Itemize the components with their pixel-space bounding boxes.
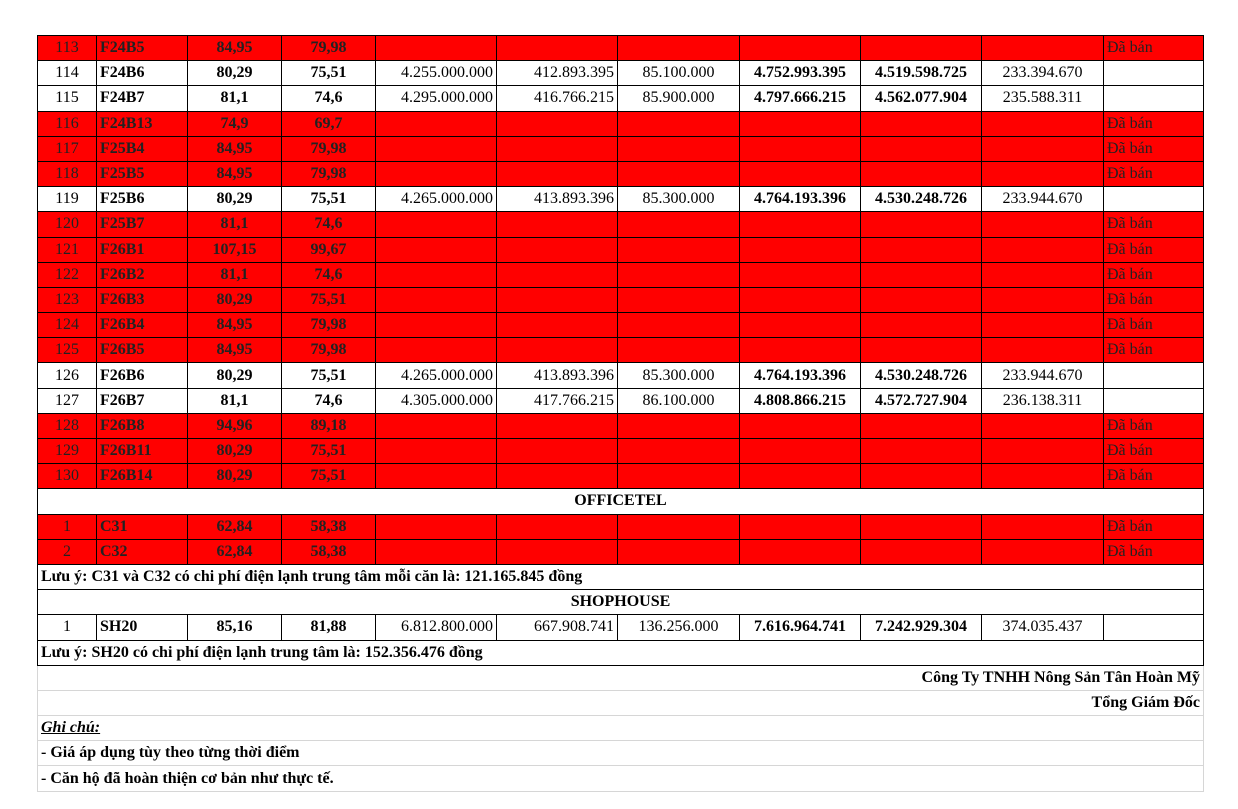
notes-heading: Ghi chú:: [38, 716, 1204, 741]
table-row: [38, 86, 1204, 111]
net-area-cell: 89,18: [282, 413, 376, 438]
table-row: [38, 187, 1204, 212]
company-name: Công Ty TNHH Nông Sản Tân Hoàn Mỹ: [38, 665, 1204, 690]
vat-cell: [497, 338, 618, 363]
discounted-price-cell: [861, 237, 982, 262]
base-price-cell: [376, 136, 497, 161]
status-cell: [1104, 187, 1204, 212]
discount-amount-cell: [982, 413, 1104, 438]
maintenance-fee-cell: [618, 539, 740, 564]
discounted-price-cell: [861, 539, 982, 564]
discounted-price-cell: [861, 262, 982, 287]
status-cell: Đã bán: [1104, 161, 1204, 186]
base-price-cell: [376, 212, 497, 237]
gross-area-cell: 80,29: [188, 287, 282, 312]
base-price-cell: [376, 262, 497, 287]
discounted-price-cell: [861, 111, 982, 136]
vat-cell: [497, 439, 618, 464]
discounted-price-cell: [861, 36, 982, 61]
net-area-cell: 79,98: [282, 313, 376, 338]
gross-area-cell: 62,84: [188, 539, 282, 564]
vat-cell: [497, 514, 618, 539]
signatory-title: Tổng Giám Đốc: [38, 690, 1204, 715]
net-area-cell: 75,51: [282, 61, 376, 86]
total-price-cell: 4.752.993.395: [740, 61, 861, 86]
total-price-cell: [740, 212, 861, 237]
status-cell: [1104, 86, 1204, 111]
row-number-cell: 120: [38, 212, 97, 237]
total-price-cell: [740, 111, 861, 136]
net-area-cell: 75,51: [282, 464, 376, 489]
discounted-price-cell: 4.530.248.726: [861, 187, 982, 212]
discount-amount-cell: [982, 439, 1104, 464]
vat-cell: 413.893.396: [497, 363, 618, 388]
gross-area-cell: 84,95: [188, 338, 282, 363]
vat-cell: [497, 313, 618, 338]
unit-code-cell: F24B5: [97, 36, 188, 61]
net-area-cell: 74,6: [282, 262, 376, 287]
vat-cell: 412.893.395: [497, 61, 618, 86]
unit-code-cell: F24B13: [97, 111, 188, 136]
total-price-cell: [740, 287, 861, 312]
discount-amount-cell: [982, 36, 1104, 61]
total-price-cell: [740, 237, 861, 262]
total-price-cell: 4.797.666.215: [740, 86, 861, 111]
note-line-row: [38, 741, 1204, 766]
vat-cell: [497, 539, 618, 564]
unit-code-cell: F25B5: [97, 161, 188, 186]
net-area-cell: 75,51: [282, 287, 376, 312]
net-area-cell: 81,88: [282, 615, 376, 640]
status-cell: [1104, 61, 1204, 86]
vat-cell: [497, 36, 618, 61]
table-row: [38, 212, 1204, 237]
status-cell: Đã bán: [1104, 514, 1204, 539]
discounted-price-cell: 7.242.929.304: [861, 615, 982, 640]
company-name-row: [38, 665, 1204, 690]
base-price-cell: 4.305.000.000: [376, 388, 497, 413]
base-price-cell: 4.295.000.000: [376, 86, 497, 111]
row-number-cell: 115: [38, 86, 97, 111]
unit-code-cell: F25B7: [97, 212, 188, 237]
discount-amount-cell: 233.394.670: [982, 61, 1104, 86]
shophouse-section-title: SHOPHOUSE: [38, 590, 1204, 615]
table-row: [38, 313, 1204, 338]
maintenance-fee-cell: [618, 262, 740, 287]
row-number-cell: 114: [38, 61, 97, 86]
table-row: [38, 539, 1204, 564]
discounted-price-cell: [861, 464, 982, 489]
status-cell: Đã bán: [1104, 287, 1204, 312]
price-list-table: [37, 35, 1204, 792]
discounted-price-cell: 4.519.598.725: [861, 61, 982, 86]
maintenance-fee-cell: 85.100.000: [618, 61, 740, 86]
net-area-cell: 75,51: [282, 363, 376, 388]
total-price-cell: [740, 136, 861, 161]
row-number-cell: 2: [38, 539, 97, 564]
total-price-cell: [740, 36, 861, 61]
total-price-cell: 4.764.193.396: [740, 187, 861, 212]
base-price-cell: 4.265.000.000: [376, 187, 497, 212]
discounted-price-cell: [861, 514, 982, 539]
maintenance-fee-cell: [618, 212, 740, 237]
officetel-section-title-row: [38, 489, 1204, 514]
total-price-cell: [740, 514, 861, 539]
base-price-cell: 6.812.800.000: [376, 615, 497, 640]
row-number-cell: 113: [38, 36, 97, 61]
table-row: [38, 36, 1204, 61]
discount-amount-cell: [982, 464, 1104, 489]
base-price-cell: [376, 413, 497, 438]
row-number-cell: 130: [38, 464, 97, 489]
row-number-cell: 129: [38, 439, 97, 464]
base-price-cell: [376, 237, 497, 262]
row-number-cell: 116: [38, 111, 97, 136]
unit-code-cell: F26B3: [97, 287, 188, 312]
discount-amount-cell: [982, 237, 1104, 262]
row-number-cell: 128: [38, 413, 97, 438]
maintenance-fee-cell: [618, 514, 740, 539]
table-row: [38, 439, 1204, 464]
maintenance-fee-cell: [618, 338, 740, 363]
unit-code-cell: C31: [97, 514, 188, 539]
net-area-cell: 75,51: [282, 439, 376, 464]
base-price-cell: [376, 313, 497, 338]
table-row: [38, 161, 1204, 186]
gross-area-cell: 81,1: [188, 86, 282, 111]
net-area-cell: 74,6: [282, 388, 376, 413]
discounted-price-cell: [861, 136, 982, 161]
discounted-price-cell: [861, 313, 982, 338]
base-price-cell: [376, 36, 497, 61]
maintenance-fee-cell: [618, 439, 740, 464]
status-cell: Đã bán: [1104, 36, 1204, 61]
status-cell: Đã bán: [1104, 338, 1204, 363]
gross-area-cell: 85,16: [188, 615, 282, 640]
gross-area-cell: 81,1: [188, 262, 282, 287]
discount-amount-cell: 235.588.311: [982, 86, 1104, 111]
unit-code-cell: F26B14: [97, 464, 188, 489]
discount-amount-cell: [982, 161, 1104, 186]
vat-cell: 413.893.396: [497, 187, 618, 212]
status-cell: Đã bán: [1104, 413, 1204, 438]
maintenance-fee-cell: [618, 161, 740, 186]
unit-code-cell: F26B2: [97, 262, 188, 287]
note-line-row: [38, 766, 1204, 791]
discount-amount-cell: [982, 539, 1104, 564]
discount-amount-cell: 236.138.311: [982, 388, 1104, 413]
discount-amount-cell: [982, 287, 1104, 312]
net-area-cell: 58,38: [282, 539, 376, 564]
status-cell: Đã bán: [1104, 262, 1204, 287]
gross-area-cell: 107,15: [188, 237, 282, 262]
total-price-cell: [740, 313, 861, 338]
table-row: [38, 111, 1204, 136]
maintenance-fee-cell: [618, 313, 740, 338]
note-line: - Căn hộ đã hoàn thiện cơ bản như thực tế.: [38, 766, 1204, 791]
net-area-cell: 74,6: [282, 212, 376, 237]
net-area-cell: 99,67: [282, 237, 376, 262]
unit-code-cell: F26B4: [97, 313, 188, 338]
maintenance-fee-cell: [618, 464, 740, 489]
status-cell: Đã bán: [1104, 237, 1204, 262]
row-number-cell: 1: [38, 514, 97, 539]
row-number-cell: 122: [38, 262, 97, 287]
table-row: [38, 338, 1204, 363]
table-row: [38, 514, 1204, 539]
maintenance-fee-cell: [618, 136, 740, 161]
net-area-cell: 79,98: [282, 161, 376, 186]
net-area-cell: 58,38: [282, 514, 376, 539]
discount-amount-cell: [982, 136, 1104, 161]
discount-amount-cell: [982, 338, 1104, 363]
shophouse-note-row: [38, 640, 1204, 665]
discount-amount-cell: [982, 262, 1104, 287]
unit-code-cell: F24B6: [97, 61, 188, 86]
discount-amount-cell: [982, 111, 1104, 136]
discounted-price-cell: 4.572.727.904: [861, 388, 982, 413]
gross-area-cell: 94,96: [188, 413, 282, 438]
vat-cell: 417.766.215: [497, 388, 618, 413]
discounted-price-cell: 4.530.248.726: [861, 363, 982, 388]
maintenance-fee-cell: 85.300.000: [618, 187, 740, 212]
discounted-price-cell: [861, 212, 982, 237]
row-number-cell: 1: [38, 615, 97, 640]
gross-area-cell: 80,29: [188, 439, 282, 464]
discount-amount-cell: [982, 212, 1104, 237]
table-row: [38, 413, 1204, 438]
status-cell: Đã bán: [1104, 313, 1204, 338]
row-number-cell: 121: [38, 237, 97, 262]
maintenance-fee-cell: [618, 413, 740, 438]
discount-amount-cell: 233.944.670: [982, 187, 1104, 212]
total-price-cell: [740, 161, 861, 186]
discounted-price-cell: [861, 439, 982, 464]
discounted-price-cell: 4.562.077.904: [861, 86, 982, 111]
officetel-note: Lưu ý: C31 và C32 có chi phí điện lạnh trung tâm mỗi căn là: 121.165.845 đồng: [38, 564, 1204, 589]
gross-area-cell: 81,1: [188, 388, 282, 413]
row-number-cell: 118: [38, 161, 97, 186]
unit-code-cell: F25B6: [97, 187, 188, 212]
unit-code-cell: F26B8: [97, 413, 188, 438]
status-cell: Đã bán: [1104, 111, 1204, 136]
signatory-title-row: [38, 690, 1204, 715]
vat-cell: [497, 262, 618, 287]
base-price-cell: [376, 111, 497, 136]
vat-cell: [497, 161, 618, 186]
base-price-cell: 4.265.000.000: [376, 363, 497, 388]
total-price-cell: [740, 464, 861, 489]
discounted-price-cell: [861, 413, 982, 438]
officetel-note-row: [38, 564, 1204, 589]
maintenance-fee-cell: [618, 111, 740, 136]
vat-cell: [497, 413, 618, 438]
unit-code-cell: F26B11: [97, 439, 188, 464]
notes-heading-row: [38, 716, 1204, 741]
shophouse-section-title-row: [38, 590, 1204, 615]
net-area-cell: 79,98: [282, 36, 376, 61]
gross-area-cell: 81,1: [188, 212, 282, 237]
maintenance-fee-cell: 85.300.000: [618, 363, 740, 388]
row-number-cell: 125: [38, 338, 97, 363]
total-price-cell: [740, 262, 861, 287]
table-row: [38, 61, 1204, 86]
discounted-price-cell: [861, 161, 982, 186]
table-row: [38, 464, 1204, 489]
unit-code-cell: F24B7: [97, 86, 188, 111]
row-number-cell: 119: [38, 187, 97, 212]
row-number-cell: 127: [38, 388, 97, 413]
total-price-cell: 7.616.964.741: [740, 615, 861, 640]
base-price-cell: [376, 287, 497, 312]
gross-area-cell: 84,95: [188, 36, 282, 61]
maintenance-fee-cell: 85.900.000: [618, 86, 740, 111]
net-area-cell: 79,98: [282, 136, 376, 161]
vat-cell: [497, 111, 618, 136]
vat-cell: [497, 287, 618, 312]
table-row: [38, 262, 1204, 287]
note-line: - Giá áp dụng tùy theo từng thời điểm: [38, 741, 1204, 766]
base-price-cell: [376, 338, 497, 363]
base-price-cell: [376, 161, 497, 186]
vat-cell: [497, 237, 618, 262]
row-number-cell: 126: [38, 363, 97, 388]
maintenance-fee-cell: 136.256.000: [618, 615, 740, 640]
maintenance-fee-cell: [618, 36, 740, 61]
table-row: [38, 237, 1204, 262]
status-cell: Đã bán: [1104, 464, 1204, 489]
officetel-section-title: OFFICETEL: [38, 489, 1204, 514]
row-number-cell: 123: [38, 287, 97, 312]
discounted-price-cell: [861, 338, 982, 363]
status-cell: [1104, 363, 1204, 388]
unit-code-cell: F26B5: [97, 338, 188, 363]
base-price-cell: 4.255.000.000: [376, 61, 497, 86]
net-area-cell: 74,6: [282, 86, 376, 111]
vat-cell: 416.766.215: [497, 86, 618, 111]
status-cell: [1104, 615, 1204, 640]
base-price-cell: [376, 539, 497, 564]
row-number-cell: 124: [38, 313, 97, 338]
discount-amount-cell: [982, 313, 1104, 338]
net-area-cell: 69,7: [282, 111, 376, 136]
status-cell: Đã bán: [1104, 136, 1204, 161]
table-row: [38, 388, 1204, 413]
status-cell: Đã bán: [1104, 212, 1204, 237]
status-cell: Đã bán: [1104, 439, 1204, 464]
status-cell: [1104, 388, 1204, 413]
unit-code-cell: C32: [97, 539, 188, 564]
shophouse-note: Lưu ý: SH20 có chi phí điện lạnh trung tâm là: 152.356.476 đồng: [38, 640, 1204, 665]
discounted-price-cell: [861, 287, 982, 312]
gross-area-cell: 80,29: [188, 464, 282, 489]
vat-cell: [497, 212, 618, 237]
gross-area-cell: 80,29: [188, 187, 282, 212]
maintenance-fee-cell: [618, 237, 740, 262]
row-number-cell: 117: [38, 136, 97, 161]
discount-amount-cell: 233.944.670: [982, 363, 1104, 388]
status-cell: Đã bán: [1104, 539, 1204, 564]
gross-area-cell: 80,29: [188, 61, 282, 86]
base-price-cell: [376, 439, 497, 464]
gross-area-cell: 62,84: [188, 514, 282, 539]
table-row: [38, 615, 1204, 640]
vat-cell: [497, 464, 618, 489]
gross-area-cell: 84,95: [188, 136, 282, 161]
maintenance-fee-cell: 86.100.000: [618, 388, 740, 413]
unit-code-cell: F26B7: [97, 388, 188, 413]
unit-code-cell: F26B1: [97, 237, 188, 262]
unit-code-cell: F26B6: [97, 363, 188, 388]
base-price-cell: [376, 514, 497, 539]
total-price-cell: 4.764.193.396: [740, 363, 861, 388]
net-area-cell: 75,51: [282, 187, 376, 212]
discount-amount-cell: [982, 514, 1104, 539]
total-price-cell: 4.808.866.215: [740, 388, 861, 413]
table-row: [38, 363, 1204, 388]
vat-cell: [497, 136, 618, 161]
total-price-cell: [740, 413, 861, 438]
total-price-cell: [740, 338, 861, 363]
maintenance-fee-cell: [618, 287, 740, 312]
net-area-cell: 79,98: [282, 338, 376, 363]
gross-area-cell: 74,9: [188, 111, 282, 136]
vat-cell: 667.908.741: [497, 615, 618, 640]
unit-code-cell: F25B4: [97, 136, 188, 161]
total-price-cell: [740, 539, 861, 564]
gross-area-cell: 80,29: [188, 363, 282, 388]
unit-code-cell: SH20: [97, 615, 188, 640]
base-price-cell: [376, 464, 497, 489]
discount-amount-cell: 374.035.437: [982, 615, 1104, 640]
gross-area-cell: 84,95: [188, 313, 282, 338]
gross-area-cell: 84,95: [188, 161, 282, 186]
table-row: [38, 287, 1204, 312]
table-row: [38, 136, 1204, 161]
total-price-cell: [740, 439, 861, 464]
